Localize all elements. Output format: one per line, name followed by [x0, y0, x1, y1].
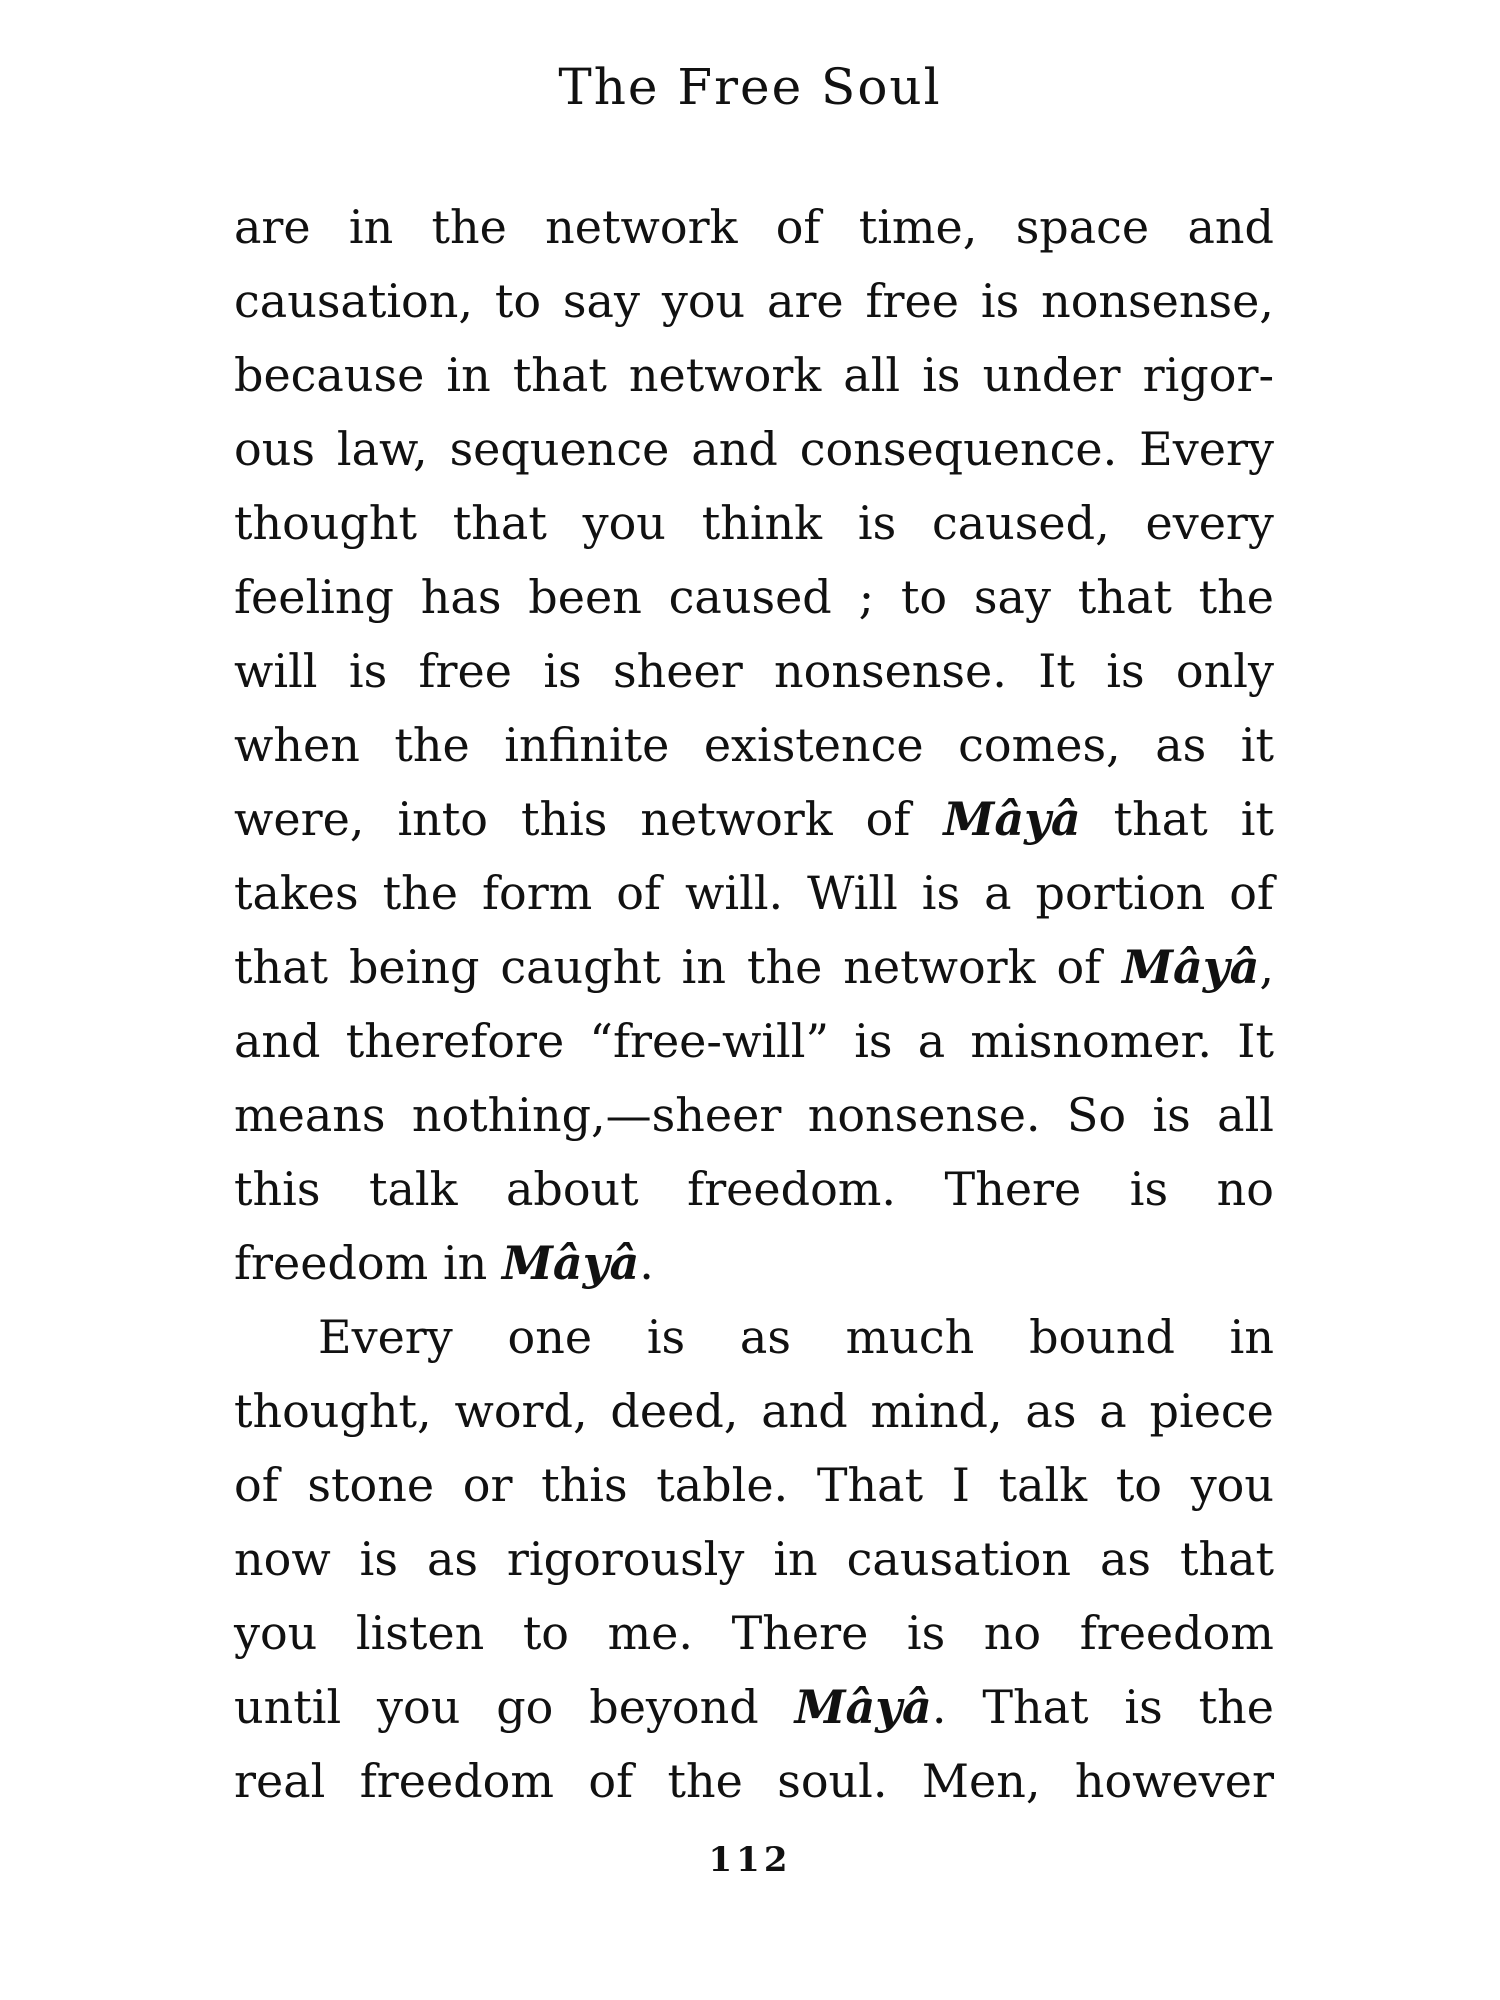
word: law, [336, 422, 428, 476]
word: Will [807, 866, 898, 920]
word: or [462, 1458, 513, 1512]
word: freedom [1079, 1606, 1274, 1660]
word: much [845, 1310, 975, 1364]
word: of [616, 866, 662, 920]
word: however [1074, 1754, 1274, 1808]
word: will [234, 644, 318, 698]
word: you [377, 1680, 461, 1734]
word: mind, [870, 1384, 1003, 1438]
word: Mâyâ. [794, 1680, 947, 1734]
word: time, [858, 200, 978, 254]
word: a [917, 1014, 946, 1068]
word: that [1113, 792, 1208, 846]
word: been [528, 570, 642, 624]
text-line [234, 634, 1274, 708]
word: say [562, 274, 640, 328]
word: you [582, 496, 666, 550]
text-line [234, 190, 1274, 264]
word: Every [1139, 422, 1274, 476]
word: as [1025, 1384, 1077, 1438]
word: talk [368, 1162, 458, 1216]
word: the [431, 200, 507, 254]
word: to [522, 1606, 569, 1660]
word: think [701, 496, 823, 550]
word: in [773, 1532, 818, 1586]
word: in [446, 348, 491, 402]
word: and [234, 1014, 321, 1068]
word: real [234, 1754, 326, 1808]
word: as [426, 1532, 478, 1586]
word: no [983, 1606, 1042, 1660]
word: is [359, 1532, 398, 1586]
text-line [234, 1300, 1274, 1374]
word: is [906, 1606, 946, 1660]
word: under [982, 348, 1121, 402]
text-line [234, 412, 1274, 486]
word: one [507, 1310, 593, 1364]
word: that [234, 940, 329, 994]
word: you [661, 274, 746, 328]
word: the [394, 718, 470, 772]
word: as [1155, 718, 1207, 772]
word: freedom [359, 1754, 554, 1808]
word: misnomer. [970, 1014, 1213, 1068]
text-line [234, 338, 1274, 412]
word: network [545, 200, 738, 254]
running-head: The Free Soul [558, 58, 942, 116]
word: Mâyâ, [1122, 940, 1274, 994]
text-line [234, 1448, 1274, 1522]
word: free [418, 644, 512, 698]
word: go [496, 1680, 554, 1734]
word: to [494, 274, 542, 328]
word: ous [234, 422, 315, 476]
word: to [1115, 1458, 1162, 1512]
word: comes, [958, 718, 1121, 772]
word: you [234, 1606, 318, 1660]
word: It [1038, 644, 1075, 698]
word: only [1175, 644, 1274, 698]
word: that [1179, 1532, 1274, 1586]
word: is [921, 866, 961, 920]
word: a [984, 866, 1012, 920]
word: the [746, 940, 823, 994]
word: means [234, 1088, 386, 1142]
word: There [944, 1162, 1082, 1216]
word: into [397, 792, 488, 846]
word: it [1240, 718, 1274, 772]
word: nonsense, [1041, 274, 1274, 328]
word: being [348, 940, 480, 994]
text-line [234, 930, 1274, 1004]
word: “free-will” [589, 1014, 829, 1068]
word: about [505, 1162, 639, 1216]
word: is [1124, 1680, 1163, 1734]
text-line [234, 856, 1274, 930]
word: of [775, 200, 821, 254]
word: portion [1035, 866, 1206, 920]
word: feeling [234, 570, 394, 624]
word: table. [656, 1458, 789, 1512]
word: all [1217, 1088, 1274, 1142]
text-line [234, 708, 1274, 782]
word: as [739, 1310, 791, 1364]
word: bound [1029, 1310, 1175, 1364]
word: until [234, 1680, 342, 1734]
word: network [640, 792, 833, 846]
page-number: 112 [708, 1840, 792, 1880]
word: beyond [589, 1680, 759, 1734]
word: thought [234, 496, 417, 550]
word: when [234, 718, 360, 772]
word: word, [454, 1384, 588, 1438]
word: in [348, 200, 394, 254]
word: caused [668, 570, 832, 624]
word: network [628, 348, 822, 402]
word: say [973, 570, 1051, 624]
word: in [1229, 1310, 1274, 1364]
word: rigorously [506, 1532, 745, 1586]
word: as [1099, 1532, 1151, 1586]
word: and [761, 1384, 848, 1438]
word: Mâyâ [943, 792, 1081, 846]
word: is [854, 1014, 893, 1068]
word: and [1187, 200, 1274, 254]
word: That [982, 1680, 1089, 1734]
word: the [1198, 570, 1274, 624]
word: every [1145, 496, 1274, 550]
word: and [691, 422, 778, 476]
word: this [234, 1162, 321, 1216]
word: caught [500, 940, 661, 994]
text-line [234, 1078, 1274, 1152]
word: a [1099, 1384, 1127, 1438]
word: the [667, 1754, 743, 1808]
word: causation [846, 1532, 1072, 1586]
word: is [348, 644, 388, 698]
word: nonsense. [807, 1088, 1041, 1142]
word: the [382, 866, 458, 920]
word: me. [607, 1606, 694, 1660]
word: all [843, 348, 901, 402]
word: is [646, 1310, 686, 1364]
word: is [1129, 1162, 1169, 1216]
word: of [1056, 940, 1102, 994]
word: freedom [234, 1236, 429, 1290]
word: network [843, 940, 1036, 994]
word: talk [998, 1458, 1088, 1512]
word: I [951, 1458, 970, 1512]
word: no [1216, 1162, 1274, 1216]
word: is [543, 644, 582, 698]
word: this [541, 1458, 628, 1512]
word: piece [1149, 1384, 1274, 1438]
word: has [420, 570, 502, 624]
word: is [1152, 1088, 1191, 1142]
word: is [980, 274, 1020, 328]
word: It [1237, 1014, 1274, 1068]
word: space [1015, 200, 1150, 254]
word: to [900, 570, 948, 624]
text-line [234, 486, 1274, 560]
text-line [234, 1004, 1274, 1078]
text-line [234, 1744, 1274, 1818]
word: free [865, 274, 959, 328]
word: Mâyâ. [502, 1236, 654, 1290]
text-line [234, 1152, 1274, 1226]
text-line [234, 560, 1274, 634]
word: That [816, 1458, 924, 1512]
word: caused, [931, 496, 1110, 550]
word: nothing,—sheer [411, 1088, 782, 1142]
word: freedom. [687, 1162, 897, 1216]
word: is [857, 496, 897, 550]
word: stone [307, 1458, 435, 1512]
word: that [512, 348, 607, 402]
word: listen [355, 1606, 485, 1660]
word: There [731, 1606, 869, 1660]
word: now [234, 1532, 331, 1586]
word: existence [703, 718, 924, 772]
word: of [1229, 866, 1274, 920]
word: of [588, 1754, 634, 1808]
word: it [1240, 792, 1274, 846]
word: causation, [234, 274, 473, 328]
text-line [234, 1226, 1274, 1300]
text-line [234, 1374, 1274, 1448]
word: is [922, 348, 961, 402]
word: sheer [613, 644, 743, 698]
word: is [1106, 644, 1145, 698]
word: sequence [449, 422, 670, 476]
word: nonsense. [774, 644, 1007, 698]
word: Men, [921, 1754, 1041, 1808]
text-line [234, 1670, 1274, 1744]
word: this [520, 792, 608, 846]
word: you [1190, 1458, 1274, 1512]
word: thought, [234, 1384, 432, 1438]
text-line [234, 1596, 1274, 1670]
word: therefore [345, 1014, 565, 1068]
word: that [1077, 570, 1172, 624]
word: Every [318, 1310, 453, 1364]
word: soul. [777, 1754, 888, 1808]
word: the [1198, 1680, 1274, 1734]
word: infinite [504, 718, 670, 772]
word: takes [234, 866, 359, 920]
body-text [234, 190, 1274, 1818]
word: were, [234, 792, 365, 846]
word: of [865, 792, 911, 846]
word: of [234, 1458, 279, 1512]
text-line [234, 264, 1274, 338]
word: are [234, 200, 311, 254]
text-line [234, 782, 1274, 856]
word: deed, [610, 1384, 739, 1438]
word: consequence. [799, 422, 1118, 476]
word: rigor- [1142, 348, 1274, 402]
word: are [767, 274, 844, 328]
word: So [1066, 1088, 1127, 1142]
word: in [442, 1236, 488, 1290]
word: because [234, 348, 425, 402]
word: ; [858, 570, 875, 624]
word: that [452, 496, 547, 550]
word: form [481, 866, 593, 920]
word: in [681, 940, 727, 994]
word: will. [685, 866, 784, 920]
text-line [234, 1522, 1274, 1596]
